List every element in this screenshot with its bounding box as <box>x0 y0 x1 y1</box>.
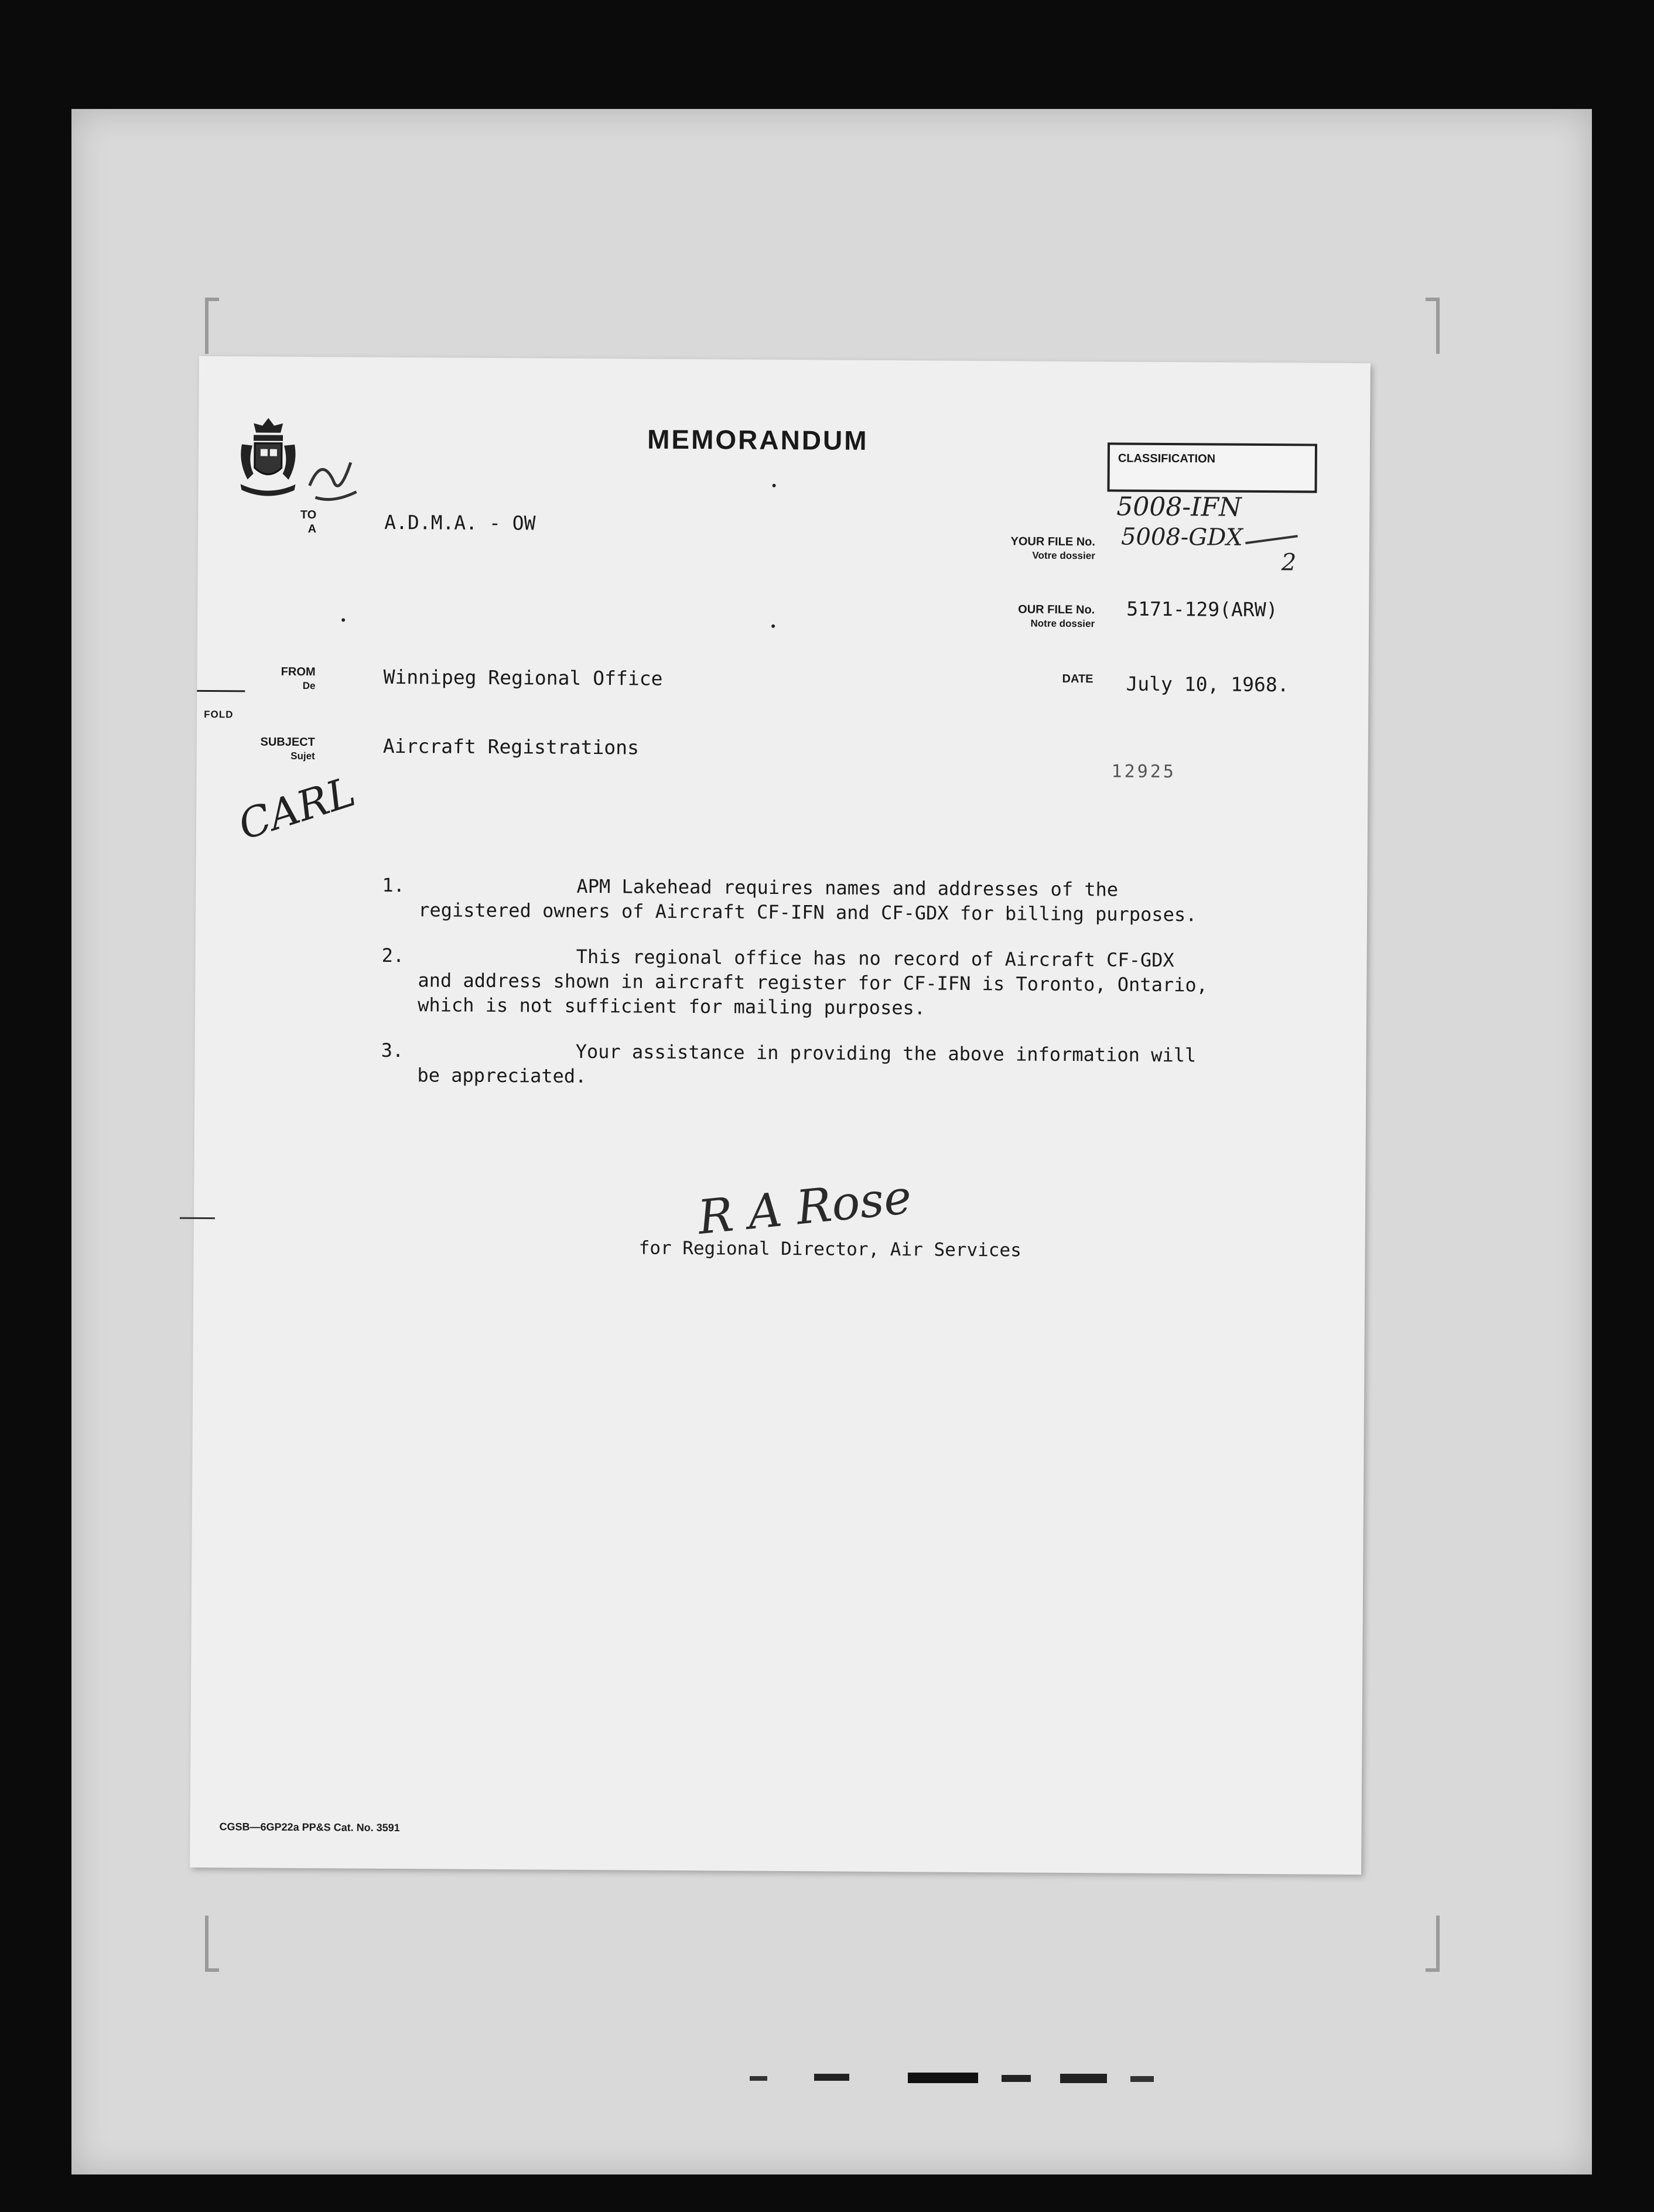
form-code: CGSB—6GP22a PP&S Cat. No. 3591 <box>219 1821 400 1834</box>
paragraph-2-line-1: This regional office has no record of Aircraft CF-GDX <box>576 945 1174 972</box>
paragraph-1-number: 1. <box>382 873 405 897</box>
paragraph-3-line-2: be appreciated. <box>417 1064 587 1087</box>
classification-label: CLASSIFICATION <box>1118 452 1216 466</box>
punch-dot <box>341 618 345 622</box>
memo-sheet <box>190 356 1371 1875</box>
film-artifact-specks <box>744 2068 1212 2091</box>
paragraph-2-line-2: and address shown in aircraft register for CF-IFN is Toronto, Ontario, <box>418 969 1208 996</box>
subject-label: SUBJECT Sujet <box>260 735 315 762</box>
punch-dot <box>773 484 776 487</box>
fold-label: FOLD <box>204 708 234 721</box>
our-file-label: OUR FILE No. Notre dossier <box>1018 603 1095 630</box>
stamp-number: 12925 <box>1111 761 1177 783</box>
signature: R A Rose <box>695 1169 914 1245</box>
paragraph-1-line-2: registered owners of Aircraft CF-IFN and CF-GDX for billing purposes. <box>418 899 1197 926</box>
paragraph-2-number: 2. <box>381 944 405 967</box>
signature-line: for Regional Director, Air Services <box>638 1237 1021 1261</box>
to-value: A.D.M.A. - OW <box>384 510 536 535</box>
crop-mark-bottom-left <box>205 1916 219 1972</box>
subject-value: Aircraft Registrations <box>382 734 640 759</box>
from-value: Winnipeg Regional Office <box>383 665 663 690</box>
your-file-handwritten-3: 2 <box>1281 549 1297 576</box>
from-label: FROM De <box>281 665 316 692</box>
handwritten-scribble <box>303 445 363 510</box>
coat-of-arms-icon <box>235 415 300 503</box>
crop-mark-bottom-right <box>1426 1916 1440 1972</box>
your-file-handwritten-2: 5008-GDX <box>1120 523 1243 551</box>
crop-mark-top-left <box>205 298 219 354</box>
margin-handwritten-note: CARL <box>233 767 361 849</box>
memo-title: MEMORANDUM <box>647 424 869 456</box>
classification-box <box>1108 442 1318 493</box>
date-value: July 10, 1968. <box>1126 672 1289 697</box>
your-file-label: YOUR FILE No. Votre dossier <box>1010 535 1096 562</box>
paragraph-3-number: 3. <box>381 1039 404 1062</box>
fold-line <box>197 690 245 692</box>
paragraph-1-line-1: APM Lakehead requires names and addresses of the <box>576 875 1119 901</box>
date-label: DATE <box>1062 672 1093 686</box>
punch-dot <box>771 624 775 628</box>
our-file-value: 5171-129(ARW) <box>1126 597 1278 622</box>
margin-tick <box>180 1217 215 1219</box>
strike-through-mark <box>1245 535 1298 544</box>
crop-mark-top-right <box>1426 298 1440 354</box>
paragraph-2-line-3: which is not sufficient for mailing purposes. <box>418 994 926 1019</box>
your-file-handwritten-1: 5008-IFN <box>1116 491 1242 523</box>
paragraph-3-line-1: Your assistance in providing the above information will <box>575 1040 1197 1067</box>
to-label: TO A <box>300 508 317 536</box>
